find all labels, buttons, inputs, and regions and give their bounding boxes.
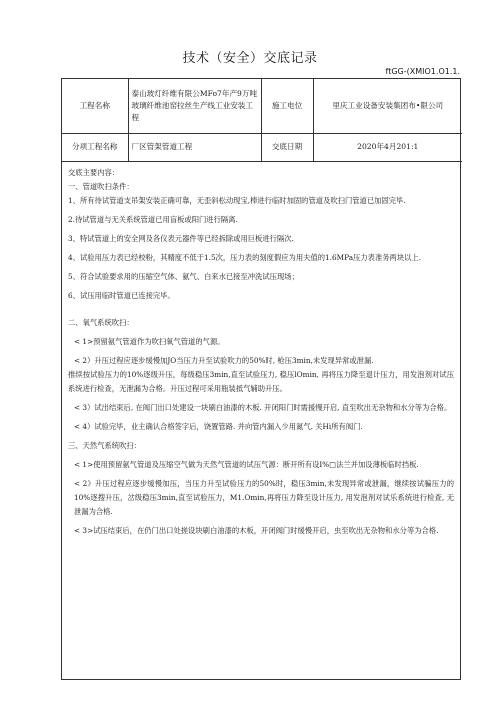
section-3-item: < 2》升压过程应逐步缓慢加压，当压力升至试验压力的50%时，稳压3min,未发现异常或泄漏，继续按试骗压力的10%逐搜升压，岔级稳压3min,直至试验压力，M1.Omin,再将压力降至设计压力, 用发泡剂对试乐系统进行检查, 无泄漏为合格. xyxy=(74,478,454,516)
section-3-item: < 3>试压结束后，在仍门出口处搓设块刷白油漆的木板，开闭阀门时缓慢开启，虫至吹出无杂物和水分等为合格. xyxy=(74,525,439,535)
section-2-item: 推续按试验压力的10%逐级升压，每级稳压3min,直至试验压力, 稳压lOmin, 再将压力降至退计压力，用发泡剂对试压系统进行检查，无泄漏为合格。升压过程可采用瓶装抵气辅助升压。 xyxy=(68,369,454,393)
section-1-item: 4、试验用压力表已经校粉，其精度不低于1.5次，压力表的刻度假应为用夫值的1.6MPa压力表准务两块以上. xyxy=(68,252,422,262)
construction-unit-label: 施工电位 xyxy=(261,79,313,133)
document-title: 技术（安全）交底记录 xyxy=(182,51,318,66)
spacer xyxy=(68,308,454,316)
section-1-item: 3、特试管道上的安全网及各仪表元器件等已经拆除或用巨板进行隔次. xyxy=(68,233,294,243)
section-2-item: < 1>预留氨气管道作为吹扫氧气管道的气源。 xyxy=(74,336,225,346)
info-table xyxy=(62,79,462,162)
project-name-label: 工程名称 xyxy=(62,79,128,133)
construction-unit-value: 里庆工业设备安装集团布•限公司 xyxy=(313,79,462,133)
section-2-title: 二、氧气系统吹扫： xyxy=(68,317,134,327)
section-1-item: 5、符合试验要求用的压缩空气体、氨气、白来水已接至冲洗试压现场； xyxy=(68,271,299,281)
info-row-project xyxy=(62,79,462,133)
section-3-item: < 1>使用预留氨气管道及压缩空气做为天然气管道的试压气源：断开所有设I%□法兰并加设薄板临时挡板. xyxy=(74,459,419,469)
sub-project-value: 厂区管架管道工程 xyxy=(128,133,261,161)
section-1-item: 1、所有待试管道支吊架安装正确可靠，无歪斜松动现宝,棒进行临时加固的管道及吹扫门管道已加固完毕. xyxy=(68,195,406,205)
content-intro: 交底主要内容： xyxy=(68,167,120,177)
section-1-item: 6、试压用临时管道已连接完毕。 xyxy=(68,290,175,300)
section-2-item: < 2）升压过程应逐步缓慢加JO当压力升至试验吹力的50%时, 枪压3min,未发现异常或泄漏. xyxy=(74,355,374,365)
content-body xyxy=(62,162,460,538)
date-label: 交底日期 xyxy=(261,133,313,161)
sub-project-label: 分项工程名称 xyxy=(62,133,128,161)
info-row-subproject xyxy=(62,133,462,161)
section-2-item: < 4）试验完毕，业主确认合格签字后，饶置管路. 并向管内漏入少用氮气. 关Hi所有阀门. xyxy=(74,421,363,431)
section-1-title: 一、管道吹扫条件： xyxy=(68,181,134,191)
section-2-item: < 3）试出结束后, 在阀门出口处建设一块刷白油漆的木板. 开闭阳门时需援慢开启, 直至吹出无杂物和水分等为合格。 xyxy=(74,402,452,412)
document-number: ftGG-(XMIO1.O1.1. xyxy=(385,67,460,76)
section-1-item: 2.待试管道与无关系统管道已用盲板或阳门进行隔离. xyxy=(68,214,238,224)
project-name-value: 泰山玻灯纤维有限公MFo7年产9万吨玻璃纤维池窑拉丝生产线工业安装工程 xyxy=(128,79,261,133)
date-value: 2020年4月201:1 xyxy=(313,133,462,161)
record-form xyxy=(61,78,461,680)
section-3-title: 三、天然气系统吹扫： xyxy=(68,440,141,450)
